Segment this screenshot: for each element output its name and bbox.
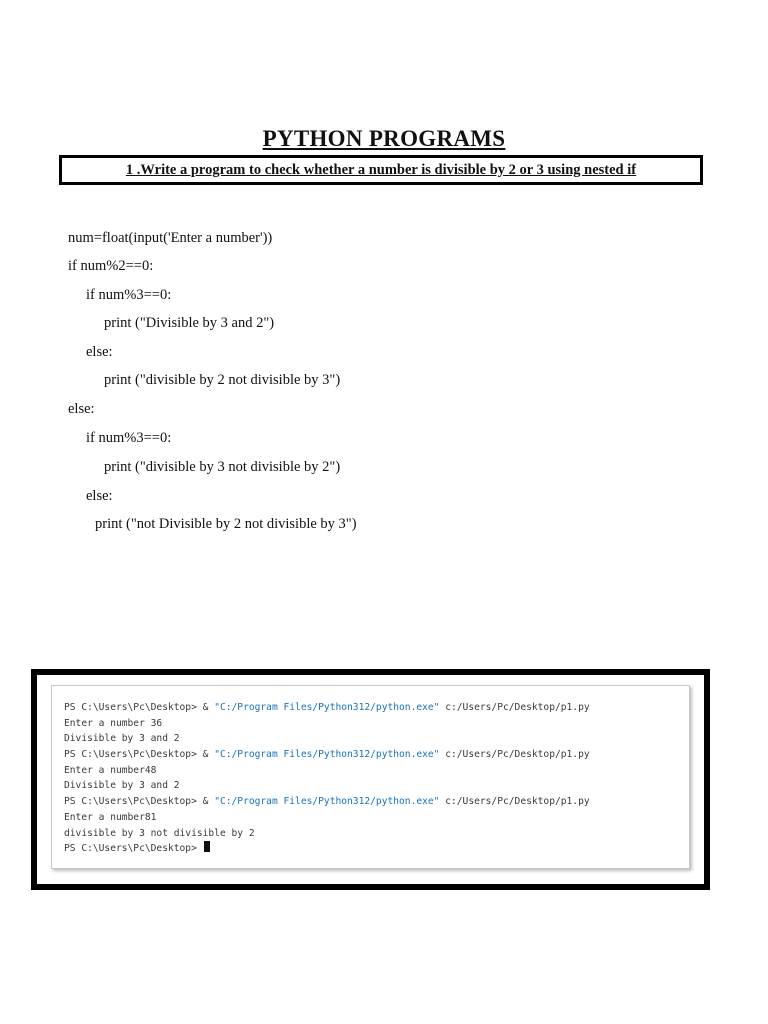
terminal-output-line: Enter a number48 bbox=[64, 764, 157, 776]
terminal-final-line bbox=[64, 841, 689, 857]
terminal-operator: & bbox=[202, 702, 215, 713]
code-line: if num%3==0: bbox=[86, 287, 172, 303]
code-line: print ("divisible by 2 not divisible by 3") bbox=[104, 372, 341, 388]
script-path: c:/Users/Pc/Desktop/p1.py bbox=[439, 702, 590, 713]
code-line: else: bbox=[86, 488, 113, 504]
text-cursor-icon bbox=[204, 841, 210, 852]
terminal-prompt: PS C:\Users\Pc\Desktop> bbox=[64, 749, 203, 761]
terminal-output bbox=[51, 685, 690, 869]
code-line: if num%2==0: bbox=[68, 258, 154, 274]
script-path: c:/Users/Pc/Desktop/p1.py bbox=[439, 796, 590, 808]
code-line: else: bbox=[68, 401, 95, 417]
code-line: num=float(input('Enter a number')) bbox=[68, 230, 273, 246]
terminal-screenshot-frame bbox=[31, 669, 710, 890]
terminal-prompt: PS C:\Users\Pc\Desktop> bbox=[64, 702, 203, 713]
code-line: print ("not Divisible by 2 not divisible by 3") bbox=[95, 516, 357, 532]
code-line: print ("Divisible by 3 and 2") bbox=[104, 315, 275, 331]
terminal-operator: & bbox=[202, 796, 215, 808]
question-text: 1 .Write a program to check whether a number is divisible by 2 or 3 using nested if bbox=[125, 161, 637, 178]
terminal-prompt: PS C:\Users\Pc\Desktop> bbox=[64, 796, 203, 808]
terminal-output-line: divisible by 3 not divisible by 2 bbox=[64, 827, 255, 839]
terminal-prompt: PS C:\Users\Pc\Desktop> bbox=[64, 843, 203, 855]
script-path: c:/Users/Pc/Desktop/p1.py bbox=[439, 749, 590, 761]
terminal-output-line: Divisible by 3 and 2 bbox=[64, 733, 180, 745]
terminal-output-line: Enter a number 36 bbox=[64, 717, 163, 729]
terminal-operator: & bbox=[202, 749, 215, 761]
terminal-command-line bbox=[64, 700, 689, 716]
python-exe-path: "C:/Program Files/Python312/python.exe" bbox=[214, 749, 440, 761]
python-exe-path: "C:/Program Files/Python312/python.exe" bbox=[214, 702, 440, 713]
code-line: if num%3==0: bbox=[86, 430, 172, 446]
question-box bbox=[59, 155, 703, 185]
code-line: print ("divisible by 3 not divisible by 2") bbox=[104, 459, 341, 475]
python-exe-path: "C:/Program Files/Python312/python.exe" bbox=[214, 796, 440, 808]
terminal-output-line: Enter a number81 bbox=[64, 811, 157, 823]
terminal-output-line: Divisible by 3 and 2 bbox=[64, 780, 180, 792]
code-line: else: bbox=[86, 344, 113, 360]
terminal-command-line bbox=[64, 747, 689, 763]
terminal-command-line bbox=[64, 794, 689, 810]
page-title: PYTHON PROGRAMS bbox=[262, 126, 506, 151]
